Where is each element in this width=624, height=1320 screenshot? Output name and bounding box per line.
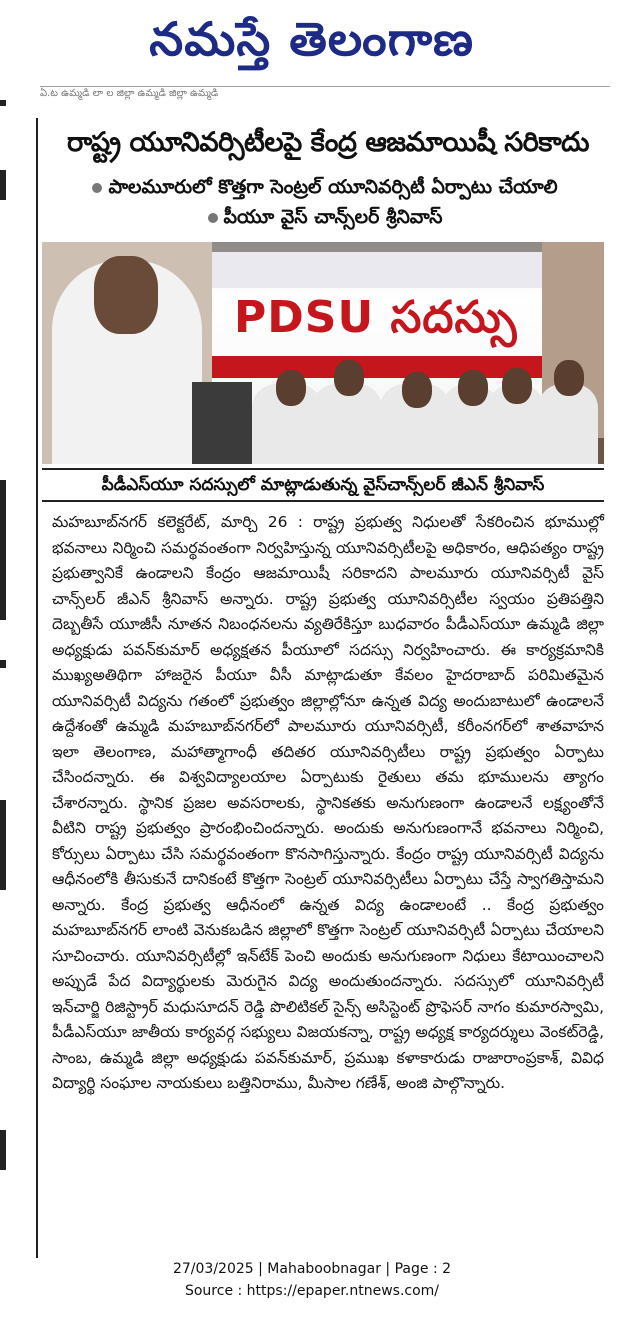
- article-body: [52, 510, 604, 1097]
- bullet-icon: [208, 213, 218, 223]
- news-article: [36, 118, 612, 1258]
- masthead: [0, 0, 624, 84]
- footer-source: Source : https://epaper.ntnews.com/: [184, 1283, 440, 1299]
- photo-caption: పీడీఎస్‌యూ సదస్సులో మాట్లాడుతున్న వైస్‌చాన్స్‌లర్ జీఎన్ శ్రీనివాస్: [42, 468, 604, 502]
- article-headline: రాష్ట్ర యూనివర్సిటీలపై కేంద్ర ఆజమాయిషీ సరికాదు: [66, 127, 590, 158]
- previous-article-strip: [40, 86, 610, 101]
- newspaper-logo: నమస్తే తెలంగాణ: [149, 12, 475, 66]
- article-subhead-2: పీయూ వైస్ చాన్స్‌లర్ శ్రీనివాస్: [38, 204, 612, 230]
- article-subhead-1: పాలమూరులో కొత్తగా సెంట్రల్ యూనివర్సిటీ ఏర్పాటు చేయాలి: [38, 174, 612, 200]
- podium: [192, 382, 252, 464]
- speaker-head: [94, 256, 158, 334]
- page-footer: [0, 1258, 624, 1302]
- bullet-icon: [92, 183, 102, 193]
- footer-date-edition: 27/03/2025 | Mahaboobnagar | Page : 2: [172, 1261, 452, 1277]
- previous-article-text: ఏ.ట ఉమ్మడి లా ల జిల్లా ఉమ్మడి జిల్లా ఉమ్మడి: [40, 88, 219, 99]
- left-margin-marks: [0, 100, 10, 1240]
- banner-text: PDSU సదస్సు: [234, 292, 518, 343]
- article-photo: [42, 242, 604, 464]
- article-paragraph: మహబూబ్‌నగర్ కలెక్టరేట్, మార్చి 26 : రాష్ట్ర ప్రభుత్వ నిధులతో సేకరించిన భూముల్లో భవనాలు నిర్మించి సమర్థవంతంగా నిర్వహిస్తున్న యూనివర్సిటీలపై అధికారం, ఆధిపత్యం రాష్ట్ర ప్రభుత్వానికే ఉండాలని కేంద్రం ఆజమాయిషీ సరికాదని పాలమూరు యూనివర్సిటీ వైస్ చాన్స్‌లర్ జీఎన్ శ్రీనివాస్ అన్నారు. రాష్ట్ర ప్రభుత్వ యూనివర్సిటీల స్వయం ప్రతిపత్తిని దెబ్బతీసే యూజీసీ నూతన నిబంధనలను వ్యతిరేకిస్తూ బుధవారం పీడీఎస్‌యూ ఉమ్మడి జిల్లా అధ్యక్షుడు పవన్‌కుమార్ అధ్యక్షతన పీయూలో సదస్సు నిర్వహించారు. ఈ కార్యక్రమానికి ముఖ్యఅతిథిగా హాజరైన పీయూ వీసీ మాట్లాడుతూ కేవలం హైదరాబాద్ పరిమితమైన యూనివర్సిటీ విద్యను గతంలో ప్రభుత్వం జిల్లాల్లోనూ ఉన్నత విద్య అందుబాటులో ఉండాలనే ఉద్దేశంతో ఉమ్మడి మహబూబ్‌నగర్‌లో పాలమూరు యూనివర్సిటీ, కరీంనగర్‌లో శాతవాహన ఇలా తెలంగాణ, మహాత్మాగాంధీ తదితర యూనివర్సిటీలు రాష్ట్ర ప్రభుత్వం ఏర్పాటు చేసిందన్నారు. ఈ విశ్వవిద్యాలయాల ఏర్పాటుకు రైతులు తమ భూములను త్యాగం చేశారన్నారు. స్థానిక ప్రజల అవసరాలకు, స్థానికతకు అనుగుణంగా ఉండాలనే లక్ష్యంతోనే వీటిని రాష్ట్ర ప్రభుత్వం ప్రారంభించిందన్నారు. అందుకు అనుగుణంగానే భవనాలు నిర్మించి, కోర్సులు ఏర్పాటు చేసి సమర్థవంతంగా కొనసాగిస్తున్నారు. కేంద్రం రాష్ట్ర యూనివర్సిటీ విద్యను ఆధీనంలోకి తీసుకునే దానికంటే కొత్తగా సెంట్రల్ యూనివర్సిటీలు ఏర్పాటు చేస్తే స్వాగతిస్తామని అన్నారు. కేంద్ర ప్రభుత్వ ఆధీనంలో ఉన్నత విద్య ఉండాలంటే .. కేంద్ర ప్రభుత్వం మహబూబ్‌నగర్ లాంటి వెనుకబడిన జిల్లాలో కొత్తగా సెంట్రల్ యూనివర్సిటీ ఏర్పాటు చేయాలని సూచించారు. యూనివర్సిటీల్లో ఇన్‌టేక్ పెంచి అందుకు అనుగుణంగా నిధులు కేటాయించాలని అప్పుడే పేద విద్యార్థులకు మెరుగైన విద్య అందుతుందన్నారు. సదస్సులో యూనివర్సిటీ ఇన్‌చార్జి రిజిస్ట్రార్ మధుసూదన్ రెడ్డి పొలిటికల్ సైన్స్ అసిస్టెంట్ ప్రొఫెసర్ నాగం కుమారస్వామి, పీడీఎస్‌యూ జాతీయ కార్యవర్గ సభ్యులు విజయకన్నా, రాష్ట్ర అధ్యక్ష కార్యదర్శులు వెంకట్‌రెడ్డి, సాంబ, ఉమ్మడి జిల్లా అధ్యక్షుడు పవన్‌కుమార్, ప్రముఖ కళాకారుడు రాజారాంప్రకాశ్, వివిధ విద్యార్థి సంఘాల నాయకులు బత్తినిరాము, మీసాల గణేశ్, అంజి పాల్గొన్నారు.: [52, 513, 604, 1092]
